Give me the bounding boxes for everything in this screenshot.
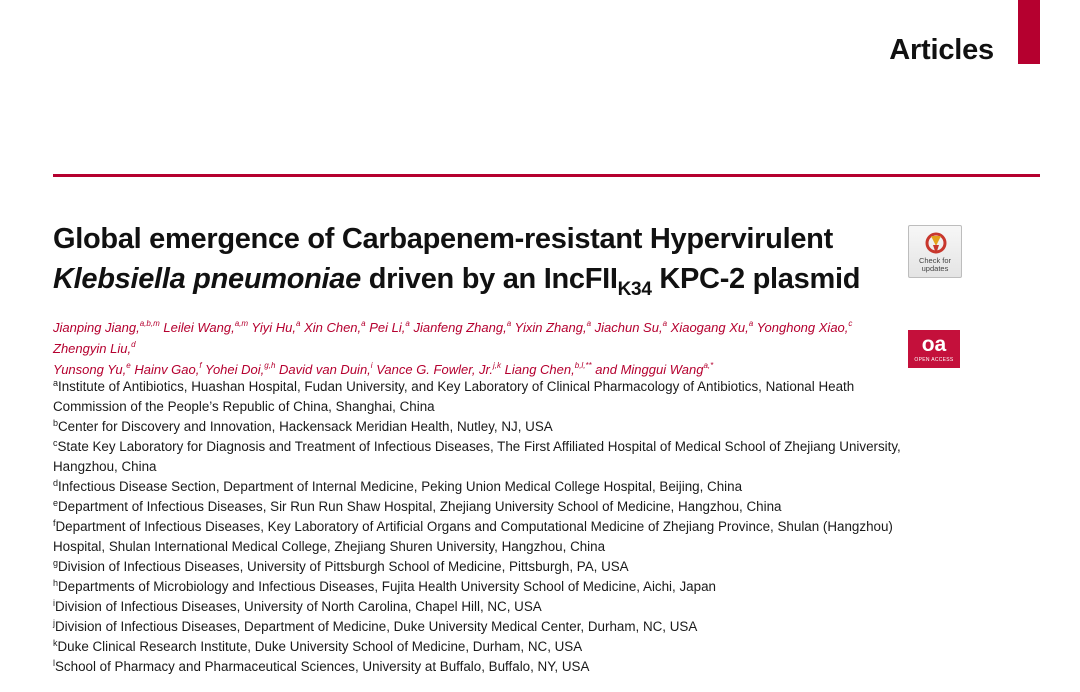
author-name: Liang Chen, xyxy=(504,362,575,377)
author-name: Leilei Wang, xyxy=(163,320,235,335)
article-title xyxy=(53,219,893,299)
open-access-badge xyxy=(908,330,960,368)
affiliation-marker: g xyxy=(53,558,59,568)
author-name: Hainv Gao, xyxy=(134,362,200,377)
affiliation-marker: e xyxy=(53,498,59,508)
affiliation-item xyxy=(53,557,903,577)
affiliation-marker: d xyxy=(53,478,59,488)
affiliation-item xyxy=(53,477,903,497)
author-link[interactable] xyxy=(304,320,366,335)
affiliation-item xyxy=(53,517,903,557)
author-name: Jianfeng Zhang, xyxy=(413,320,507,335)
author-link[interactable] xyxy=(671,320,754,335)
author-link[interactable] xyxy=(505,362,592,377)
section-label: Articles xyxy=(889,34,994,66)
author-name: Yunsong Yu, xyxy=(53,362,127,377)
affiliation-marker: i xyxy=(53,598,55,608)
affiliation-text: Infectious Disease Section, Department of Internal Medicine, Peking Union Medical College Hospital, Beijing, China xyxy=(58,479,743,494)
author-name: Jianping Jiang, xyxy=(53,320,140,335)
title-subscript: K34 xyxy=(617,279,652,300)
affiliation-item xyxy=(53,377,903,417)
author-name: Vance G. Fowler, Jr. xyxy=(376,362,493,377)
author-affiliation-marker: d xyxy=(131,340,136,349)
author-name: Jiachun Su, xyxy=(594,320,663,335)
author-link[interactable] xyxy=(413,320,511,335)
author-name: Yonghong Xiao, xyxy=(756,320,849,335)
affiliation-text: Institute of Antibiotics, Huashan Hospital, Fudan University, and Key Laboratory of Clinical Pharmacology of Antibiotics, National Heath Commission of the People’s Republic of China, Shanghai, China xyxy=(53,379,855,414)
affiliation-marker: l xyxy=(53,658,55,668)
author-affiliation-marker: e xyxy=(126,361,131,370)
open-access-caption: OPEN ACCESS xyxy=(914,357,954,363)
author-name: Pei Li, xyxy=(369,320,406,335)
author-affiliation-marker: a xyxy=(506,319,512,328)
author-link[interactable] xyxy=(53,362,131,377)
affiliation-item xyxy=(53,597,903,617)
affiliation-text: Division of Infectious Diseases, University of North Carolina, Chapel Hill, NC, USA xyxy=(55,599,542,614)
author-affiliation-marker: a xyxy=(748,319,754,328)
author-affiliation-marker: a xyxy=(405,319,410,328)
affiliation-marker: c xyxy=(53,438,58,448)
section-accent-bar xyxy=(1018,0,1040,64)
affiliation-text: Center for Discovery and Innovation, Hackensack Meridian Health, Nutley, NJ, USA xyxy=(58,419,553,434)
author-affiliation-marker: i xyxy=(370,361,373,370)
author-affiliation-marker: j,k xyxy=(493,361,501,370)
affiliation-item xyxy=(53,617,903,637)
author-link[interactable] xyxy=(595,320,667,335)
author-link[interactable] xyxy=(376,362,501,377)
author-name: Yixin Zhang, xyxy=(514,320,587,335)
author-link[interactable] xyxy=(163,320,248,335)
open-access-logo: oa xyxy=(921,333,947,356)
affiliation-text: Duke Clinical Research Institute, Duke University School of Medicine, Durham, NC, USA xyxy=(57,639,583,654)
affiliation-marker: h xyxy=(53,578,59,588)
author-name: Xiaogang Xu, xyxy=(670,320,749,335)
affiliation-marker: k xyxy=(53,638,58,648)
author-affiliation-marker: a xyxy=(361,319,366,328)
affiliation-item xyxy=(53,657,903,677)
affiliation-item xyxy=(53,437,903,477)
affiliation-item xyxy=(53,497,903,517)
affiliation-text: Departments of Microbiology and Infectious Diseases, Fujita Health University School of Medicine, Aichi, Japan xyxy=(58,579,716,594)
title-line-1: Global emergence of Carbapenem-resistant Hypervirulent xyxy=(53,223,833,255)
affiliation-marker: j xyxy=(53,618,55,628)
author-affiliation-marker: a xyxy=(295,319,301,328)
title-line-2-end: KPC-2 plasmid xyxy=(651,263,861,295)
affiliation-item xyxy=(53,637,903,657)
author-name: Xin Chen, xyxy=(304,320,362,335)
author-affiliation-marker: g,h xyxy=(264,361,276,370)
affiliation-text: Department of Infectious Diseases, Sir Run Run Shaw Hospital, Zhejiang University School of Medicine, Hangzhou, China xyxy=(58,499,782,514)
affiliation-text: Division of Infectious Diseases, University of Pittsburgh School of Medicine, Pittsburgh, PA, USA xyxy=(58,559,629,574)
check-updates-label xyxy=(909,257,961,273)
affiliation-item xyxy=(53,417,903,437)
affiliation-text: School of Pharmacy and Pharmaceutical Sciences, University at Buffalo, Buffalo, NY, USA xyxy=(55,659,590,674)
affiliation-marker: a xyxy=(53,378,59,388)
author-affiliation-marker: c xyxy=(848,319,853,328)
author-name: Yiyi Hu, xyxy=(251,320,296,335)
check-updates-line-1: Check for xyxy=(918,256,952,265)
author-name: and Minggui Wang xyxy=(595,362,704,377)
author-link[interactable] xyxy=(279,362,373,377)
author-affiliation-marker: a,b,m xyxy=(139,319,160,328)
affiliation-text: Department of Infectious Diseases, Key Laboratory of Artificial Organs and Computational Medicine of Zhejiang Province, Shulan (Hangzhou) Hospital, Shulan International Medical College, Zhejiang Shuren University, Hangzhou, China xyxy=(53,519,893,554)
check-for-updates-button[interactable] xyxy=(908,225,962,278)
author-link[interactable] xyxy=(369,320,410,335)
affiliation-text: Division of Infectious Diseases, Department of Medicine, Duke University Medical Center, Durham, NC, USA xyxy=(55,619,698,634)
affiliation-marker: b xyxy=(53,418,59,428)
title-species: Klebsiella pneumoniae xyxy=(53,263,361,295)
author-link[interactable] xyxy=(53,320,160,335)
author-link[interactable] xyxy=(53,341,136,356)
author-affiliation-marker: a xyxy=(662,319,668,328)
author-affiliation-marker: f xyxy=(199,361,202,370)
author-name: David van Duin, xyxy=(279,362,371,377)
author-link[interactable] xyxy=(595,362,713,377)
check-updates-icon xyxy=(925,232,947,256)
affiliation-text: State Key Laboratory for Diagnosis and Treatment of Infectious Diseases, The First Affiliated Hospital of Medical School of Zhejiang University, Hangzhou, China xyxy=(53,439,901,474)
affiliation-marker: f xyxy=(53,518,56,528)
author-link[interactable] xyxy=(757,320,853,335)
header-rule xyxy=(53,174,1040,177)
author-list xyxy=(53,317,893,380)
affiliation-item xyxy=(53,577,903,597)
title-line-2: driven by an IncFII xyxy=(360,263,618,295)
author-affiliation-marker: a,* xyxy=(703,361,714,370)
author-link[interactable] xyxy=(205,362,275,377)
author-affiliation-marker: a,m xyxy=(234,319,249,328)
author-link[interactable] xyxy=(515,320,591,335)
author-affiliation-marker: b,l,** xyxy=(574,361,592,370)
author-name: Yohei Doi, xyxy=(205,362,265,377)
author-link[interactable] xyxy=(134,362,201,377)
author-link[interactable] xyxy=(251,320,300,335)
author-name: Zhengyin Liu, xyxy=(53,341,132,356)
author-affiliation-marker: a xyxy=(586,319,592,328)
check-updates-line-2: updates xyxy=(921,264,949,273)
affiliation-list xyxy=(53,377,903,677)
